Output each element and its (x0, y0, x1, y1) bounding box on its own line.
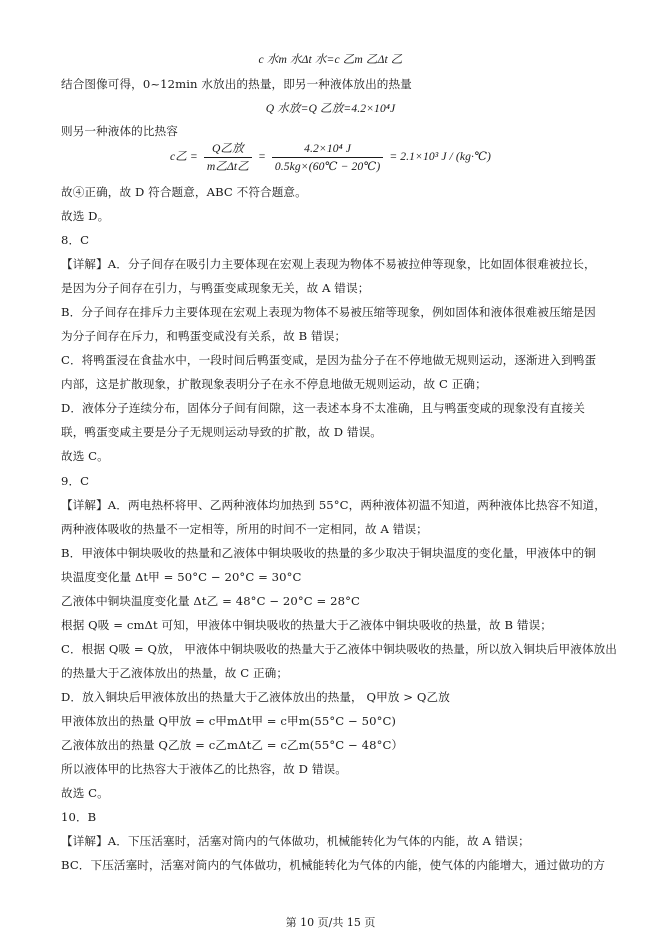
text-line: 联，鸭蛋变咸主要是分子无规则运动导致的扩散，故 D 错误。 (61, 425, 383, 439)
answer-choice: 故选 C。 (61, 449, 109, 463)
fraction-denominator: m乙Δt乙 (206, 159, 249, 173)
fraction-numeric (272, 141, 383, 174)
fraction-numerator: 4.2×10⁴ J (272, 141, 383, 158)
equals-sign: = (257, 150, 266, 163)
text-line: 故④正确，故 D 符合题意，ABC 不符合题意。 (61, 185, 307, 199)
equation-result: = 2.1×10³ J / (kg·℃) (389, 150, 492, 163)
equation-lhs: c乙 = (169, 150, 198, 163)
fraction-numerator: Q乙放 (204, 141, 252, 158)
text-line: 结合图像可得，0~12min 水放出的热量，即另一种液体放出的热量 (61, 77, 412, 91)
text-line: 内部，这是扩散现象，扩散现象表明分子在永不停息地做无规则运动，故 C 正确； (61, 377, 487, 391)
text-line: 的热量大于乙液体放出的热量，故 C 正确； (61, 666, 289, 680)
text-line: BC．下压活塞时，活塞对筒内的气体做功，机械能转化为气体的内能，使气体的内能增大，通过做功的方 (61, 858, 606, 872)
text-line: 两种液体吸收的热量不一定相等，所用的时间不一定相同，故 A 错误； (61, 522, 428, 536)
page-footer: 第 10 页/共 15 页 (285, 916, 376, 929)
text-line: 【详解】A．下压活塞时，活塞对筒内的气体做功，机械能转化为气体的内能，故 A 错误； (61, 834, 530, 848)
equation-specific-heat (0, 140, 661, 174)
text-line: 为分子间存在斥力，和鸭蛋变咸没有关系，故 B 错误； (61, 329, 347, 343)
question-number: 10．B (61, 810, 97, 824)
text-line: B．分子间存在排斥力主要体现在宏观上表现为物体不易被压缩等现象，例如固体和液体很难被压缩是因 (61, 305, 596, 319)
text-line: D．放入铜块后甲液体放出的热量大于乙液体放出的热量， Q甲放 > Q乙放 (61, 690, 450, 704)
equation-heat-released: Q 水放=Q 乙放=4.2×10⁴J (265, 102, 396, 115)
text-line: 乙液体中铜块温度变化量 Δt乙 = 48°C − 20°C = 28°C (61, 594, 360, 608)
text-line: C．将鸭蛋浸在食盐水中，一段时间后鸭蛋变咸，是因为盐分子在不停地做无规则运动，逐渐进入到鸭蛋 (61, 353, 597, 367)
text-line: 乙液体放出的热量 Q乙放 = c乙mΔt乙 = c乙m(55°C − 48°C） (61, 738, 404, 752)
text-line: D．液体分子连续分布，固体分子间有间隙，这一表述本身不太准确，且与鸭蛋变咸的现象没有直接关 (61, 401, 585, 415)
fraction-symbolic (204, 141, 252, 174)
text-line: 是因为分子间存在引力，与鸭蛋变咸现象无关，故 A 错误； (61, 281, 370, 295)
question-number: 8．C (61, 233, 90, 247)
question-number: 9．C (61, 474, 90, 488)
answer-choice: 故选 C。 (61, 786, 109, 800)
text-line: 块温度变化量 Δt甲 = 50°C − 20°C = 30°C (61, 570, 302, 584)
answer-choice: 故选 D。 (61, 209, 110, 223)
text-line: 【详解】A．分子间存在吸引力主要体现在宏观上表现为物体不易被拉伸等现象，比如固体很难被拉长， (61, 257, 596, 271)
fraction-denominator: 0.5kg×(60℃ − 20℃) (274, 159, 381, 173)
text-line: 甲液体放出的热量 Q甲放 = c甲mΔt甲 = c甲m(55°C − 50°C) (61, 714, 397, 728)
text-line: 根据 Q吸 = cmΔt 可知，甲液体中铜块吸收的热量大于乙液体中铜块吸收的热量，故 B 错误； (61, 618, 552, 632)
text-line: 则另一种液体的比热容 (61, 124, 178, 138)
text-line: 【详解】A．两电热杯将甲、乙两种液体均加热到 55°C，两种液体初温不知道，两种液体比热容不知道， (61, 498, 606, 512)
text-line: B．甲液体中铜块吸收的热量和乙液体中铜块吸收的热量的多少取决于铜块温度的变化量，甲液体中的铜 (61, 546, 596, 560)
text-line: C．根据 Q吸 = Q放， 甲液体中铜块吸收的热量大于乙液体中铜块吸收的热量，所以放入铜块后甲液体放出 (61, 642, 617, 656)
equation-heat-balance: c 水m 水Δt 水=c 乙m 乙Δt 乙 (258, 53, 403, 66)
text-line: 所以液体甲的比热容大于液体乙的比热容，故 D 错误。 (61, 762, 347, 776)
